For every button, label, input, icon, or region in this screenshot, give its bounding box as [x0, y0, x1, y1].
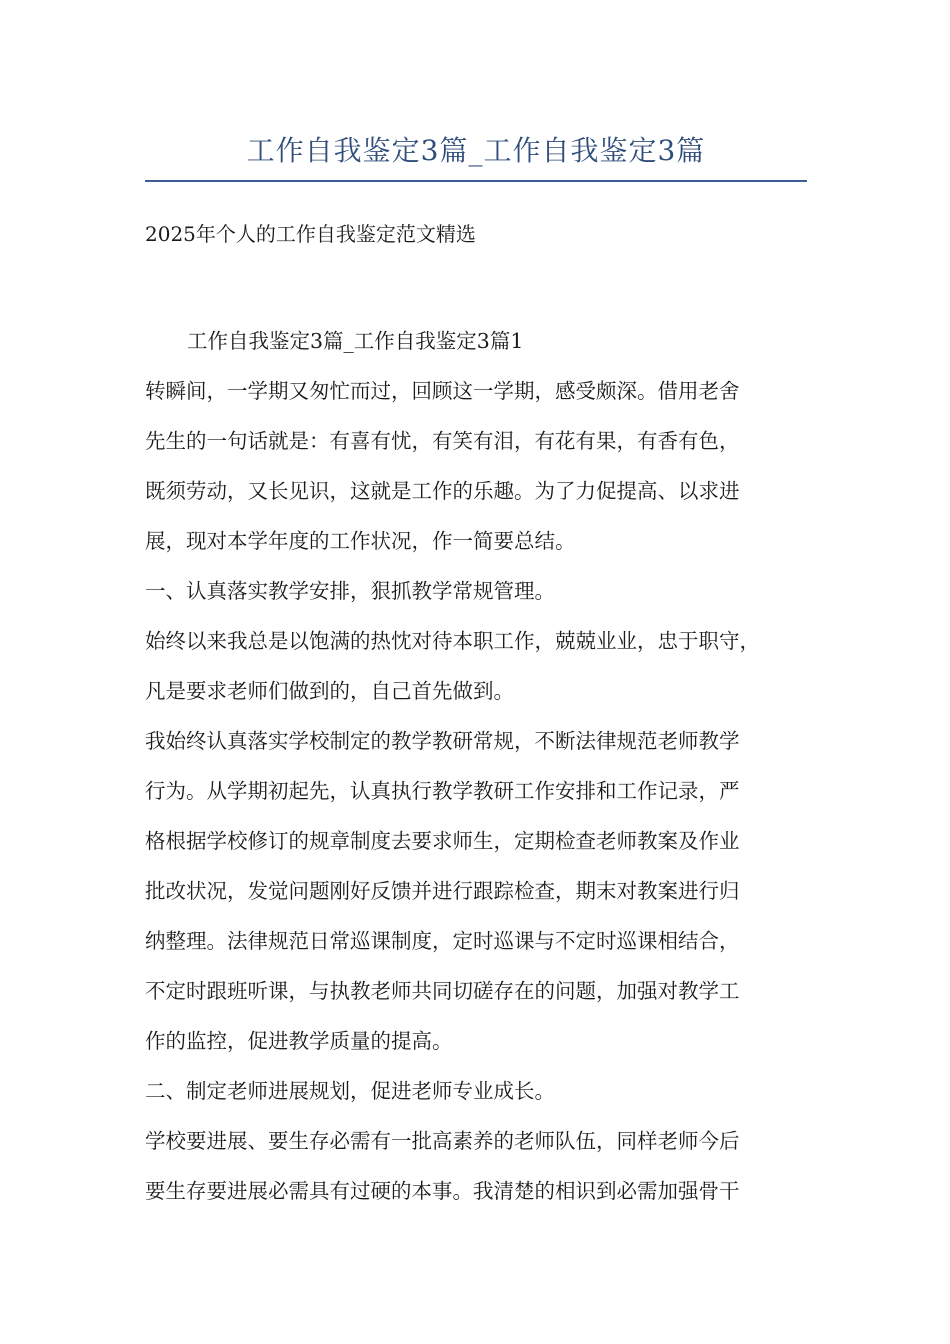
section-heading: 工作自我鉴定3篇_工作自我鉴定3篇1 — [187, 329, 524, 353]
paragraph-line: 格根据学校修订的规章制度去要求师生，定期检查老师教案及作业 — [145, 829, 740, 853]
paragraph-line: 我始终认真落实学校制定的教学教研常规，不断法律规范老师教学 — [145, 729, 740, 753]
paragraph-line: 学校要进展、要生存必需有一批高素养的老师队伍，同样老师今后 — [145, 1129, 740, 1153]
paragraph-line: 展，现对本学年度的工作状况，作一简要总结。 — [145, 529, 576, 553]
paragraph-line: 不定时跟班听课，与执教老师共同切磋存在的问题，加强对教学工 — [145, 979, 740, 1003]
paragraph-line: 批改状况，发觉问题刚好反馈并进行跟踪检查，期末对教案进行归 — [145, 879, 740, 903]
paragraph-line: 行为。从学期初起先，认真执行教学教研工作安排和工作记录，严 — [145, 779, 740, 803]
paragraph-line: 既须劳动，又长见识，这就是工作的乐趣。为了力促提高、以求进 — [145, 479, 740, 503]
paragraph-line: 凡是要求老师们做到的，自己首先做到。 — [145, 679, 514, 703]
document-title: 工作自我鉴定3篇_工作自我鉴定3篇 — [246, 134, 706, 167]
paragraph-line: 纳整理。法律规范日常巡课制度，定时巡课与不定时巡课相结合， — [145, 929, 740, 953]
document-body — [145, 316, 815, 1216]
paragraph-line: 一、认真落实教学安排，狠抓教学常规管理。 — [145, 579, 555, 603]
paragraph-line: 二、制定老师进展规划，促进老师专业成长。 — [145, 1079, 555, 1103]
paragraph-line: 转瞬间，一学期又匆忙而过，回顾这一学期，感受颇深。借用老舍 — [145, 379, 740, 403]
document-subtitle: 2025年个人的工作自我鉴定范文精选 — [145, 222, 476, 246]
paragraph-line: 要生存要进展必需具有过硬的本事。我清楚的相识到必需加强骨干 — [145, 1179, 740, 1203]
paragraph-line: 作的监控，促进教学质量的提高。 — [145, 1029, 453, 1053]
paragraph-line: 先生的一句话就是：有喜有忧，有笑有泪，有花有果，有香有色， — [145, 429, 740, 453]
paragraph-line: 始终以来我总是以饱满的热忱对待本职工作，兢兢业业，忠于职守， — [145, 629, 760, 653]
title-underline — [145, 180, 807, 182]
